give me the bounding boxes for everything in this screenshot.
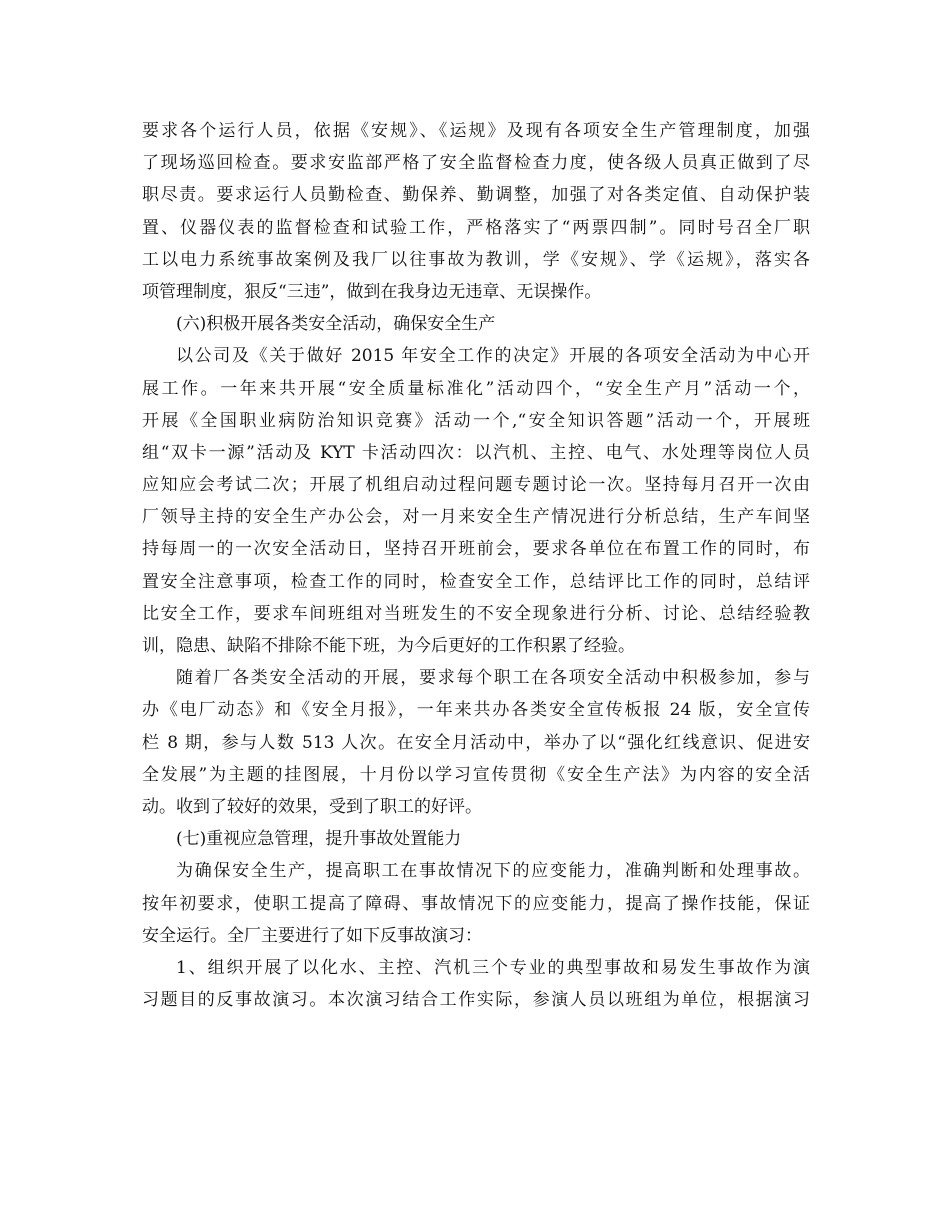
document-body [142,115,810,1016]
text-line: 为确保安全生产，提高职工在事故情况下的应变能力，准确判断和处理事故。 [176,861,810,882]
text-line: 置安全注意事项，检查工作的同时，检查安全工作，总结评比工作的同时，总结评 [142,571,810,592]
text-line: 应知应会考试二次；开展了机组启动过程问题专题讨论一次。坚持每月召开一次由 [142,475,810,496]
text-line: 按年初要求，使职工提高了障碍、事故情况下的应变能力，提高了操作技能，保证 [142,893,810,914]
paragraph [142,823,810,855]
text-line: 置、仪器仪表的监督检查和试验工作，严格落实了“两票四制”。同时号召全厂职 [142,217,810,238]
paragraph [142,308,810,340]
text-line: 比安全工作，要求车间班组对当班发生的不安全现象进行分析、讨论、总结经验教 [142,603,810,624]
text-line: 1、组织开展了以化水、主控、汽机三个专业的典型事故和易发生事故作为演 [176,957,810,978]
text-line: 职尽责。要求运行人员勤检查、勤保养、勤调整，加强了对各类定值、自动保护装 [142,185,810,206]
text-line: 随着厂各类安全活动的开展，要求每个职工在各项安全活动中积极参加，参与 [176,668,810,689]
text-line: 以公司及《关于做好 2015 年安全工作的决定》开展的各项安全活动为中心开 [176,346,810,367]
text-line: (七)重视应急管理，提升事故处置能力 [176,829,462,850]
paragraph [142,115,810,308]
text-line: 训，隐患、缺陷不排除不能下班，为今后更好的工作积累了经验。 [142,636,635,656]
text-line: 栏 8 期，参与人数 513 人次。在安全月活动中，举办了以“强化红线意识、促进安 [142,732,810,753]
text-line: 开展《全国职业病防治知识竞赛》活动一个,“安全知识答题”活动一个，开展班 [142,410,810,431]
text-line: 展工作。一年来共开展“安全质量标准化”活动四个，“安全生产月”活动一个， [142,378,810,399]
text-line: 动。收到了较好的效果，受到了职工的好评。 [142,796,482,817]
paragraph [142,340,810,662]
text-line: 组“双卡一源”活动及 KYT 卡活动四次：以汽机、主控、电气、水处理等岗位人员 [142,442,810,463]
text-line: 全发展”为主题的挂图展，十月份以学习宣传贯彻《安全生产法》为内容的安全活 [142,764,810,785]
text-line: 办《电厂动态》和《安全月报》，一年来共办各类安全宣传板报 24 版，安全宣传 [142,700,810,721]
text-line: 安全运行。全厂主要进行了如下反事故演习： [142,925,482,946]
paragraph [142,662,810,823]
text-line: 了现场巡回检查。要求安监部严格了安全监督检查力度，使各级人员真正做到了尽 [142,153,810,174]
text-line: 要求各个运行人员，依据《安规》、《运规》及现有各项安全生产管理制度，加强 [142,121,810,141]
text-line: 项管理制度，狠反“三违”，做到在我身边无违章、无误操作。 [142,281,602,302]
text-line: (六)积极开展各类安全活动，确保安全生产 [176,314,496,335]
paragraph [142,952,810,1016]
text-line: 厂领导主持的安全生产办公会，对一月来安全生产情况进行分析总结，生产车间坚 [142,507,810,528]
paragraph [142,855,810,952]
text-line: 工以电力系统事故案例及我厂以往事故为教训，学《安规》、学《运规》，落实各 [142,249,810,270]
text-line: 持每周一的一次安全活动日，坚持召开班前会，要求各单位在布置工作的同时，布 [142,539,810,560]
text-line: 习题目的反事故演习。本次演习结合工作实际，参演人员以班组为单位，根据演习 [142,990,810,1011]
